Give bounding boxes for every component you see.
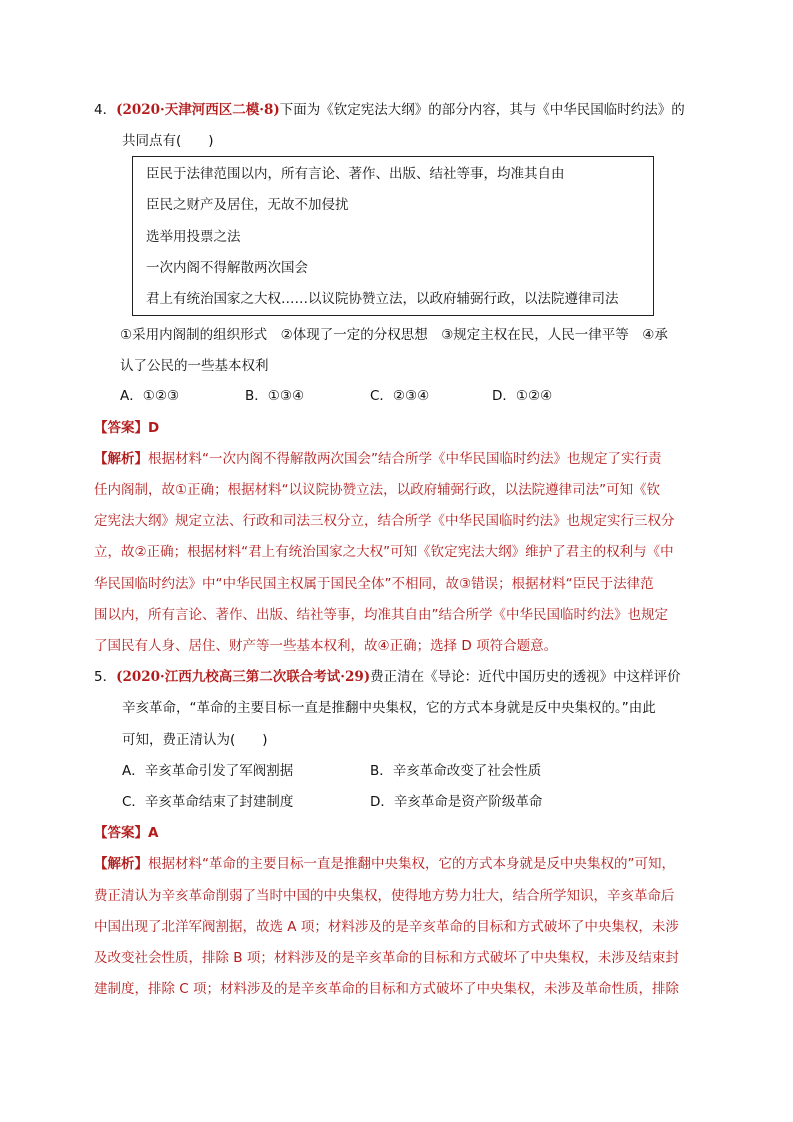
q5-stem-line3: 可知，费正清认为( ) [122,732,268,748]
q4-analysis-line: 定宪法大纲》规定立法、行政和司法三权分立，结合所学《中华民国临时约法》也规定实行三权分 [94,513,675,529]
q5-analysis-text: 根据材料“革命的主要目标一直是推翻中央集权，它的方式本身就是反中央集权的”可知， [148,856,675,872]
q4-stem-line2: 共同点有( ) [122,133,214,149]
q4-answer [94,418,159,438]
q4-statements-line2: 认了公民的一些基本权利 [120,358,269,374]
q4-box-line: 臣民之财产及居住，无故不加侵扰 [146,197,349,213]
q5-number: 5． [94,669,117,685]
q5-stem-text: 费正清在《导论：近代中国历史的透视》中这样评价 [370,669,681,685]
q4-option-d: D．①②④ [492,388,553,404]
q5-analysis-line: 中国出现了北洋军阀割据，故选 A 项；材料涉及的是辛亥革命的目标和方式破坏了中央集权，未涉 [94,919,679,935]
q5-option-a: A．辛亥革命引发了军阀割据 [122,763,294,779]
q4-analysis-line [94,449,662,469]
q5-analysis-line: 及改变社会性质，排除 B 项；材料涉及的是辛亥革命的目标和方式破坏了中央集权，未涉及结束封 [94,950,679,966]
q4-answer-label: 【答案】 [94,420,148,436]
q5-analysis-line: 建制度，排除 C 项；材料涉及的是辛亥革命的目标和方式破坏了中央集权，未涉及革命性质，排除 [94,981,680,997]
q4-analysis-line: 华民国临时约法》中“中华民国主权属于国民全体”不相同，故③错误；根据材料“臣民于法律范 [94,576,654,592]
q4-number: 4． [94,102,117,118]
q4-option-a: A．①②③ [120,388,180,404]
q4-box-line: 选举用投票之法 [146,229,241,245]
q4-box-line: 臣民于法律范围以内，所有言论、著作、出版、结社等事，均准其自由 [146,166,565,182]
q4-analysis-line: 围以内，所有言论、著作、出版、结社等事，均准其自由”结合所学《中华民国临时约法》也规定 [94,607,668,623]
q4-analysis-line: 了国民有人身、居住、财产等一些基本权利，故④正确；选择 D 项符合题意。 [94,638,558,654]
q4-statements-line1: ①采用内阁制的组织形式 ②体现了一定的分权思想 ③规定主权在民，人民一律平等 ④承 [120,327,668,343]
q4-option-c: C．②③④ [370,388,430,404]
q4-stem-line1 [94,100,685,120]
q5-analysis-line [94,854,675,874]
q4-answer-value: D [148,420,160,436]
q5-analysis-label: 【解析】 [94,856,148,872]
q5-option-c: C．辛亥革命结束了封建制度 [122,794,294,810]
q5-answer-label: 【答案】 [94,825,148,841]
q4-material-box [132,156,654,316]
q4-analysis-line: 任内阁制，故①正确；根据材料“以议院协赞立法，以政府辅弼行政，以法院遵律司法”可知《钦 [94,482,661,498]
q5-answer [94,823,158,843]
q4-analysis-label: 【解析】 [94,451,148,467]
q5-stem-line1 [94,667,681,687]
q5-source: (2020·江西九校高三第二次联合考试·29) [116,669,371,685]
q5-analysis-line: 费正清认为辛亥革命削弱了当时中国的中央集权，使得地方势力壮大，结合所学知识，辛亥革命后 [94,888,675,904]
q4-source: (2020·天津河西区二模·8) [116,102,280,118]
q5-answer-value: A [148,825,159,841]
q5-stem-line2: 辛亥革命，“革命的主要目标一直是推翻中央集权，它的方式本身就是反中央集权的。”由此 [122,700,656,716]
q4-analysis-text: 根据材料“一次内阁不得解散两次国会”结合所学《中华民国临时约法》也规定了实行责 [148,451,662,467]
q4-analysis-line: 立，故②正确；根据材料“君上有统治国家之大权”可知《钦定宪法大纲》维护了君主的权利与《中 [94,544,674,560]
q4-box-line: 君上有统治国家之大权……以议院协赞立法，以政府辅弼行政，以法院遵律司法 [146,291,619,307]
q4-option-b: B．①③④ [245,388,305,404]
q4-box-line: 一次内阁不得解散两次国会 [146,260,308,276]
q4-stem-text: 下面为《钦定宪法大纲》的部分内容，其与《中华民国临时约法》的 [279,102,685,118]
q5-option-d: D．辛亥革命是资产阶级革命 [370,794,543,810]
q5-option-b: B．辛亥革命改变了社会性质 [370,763,542,779]
